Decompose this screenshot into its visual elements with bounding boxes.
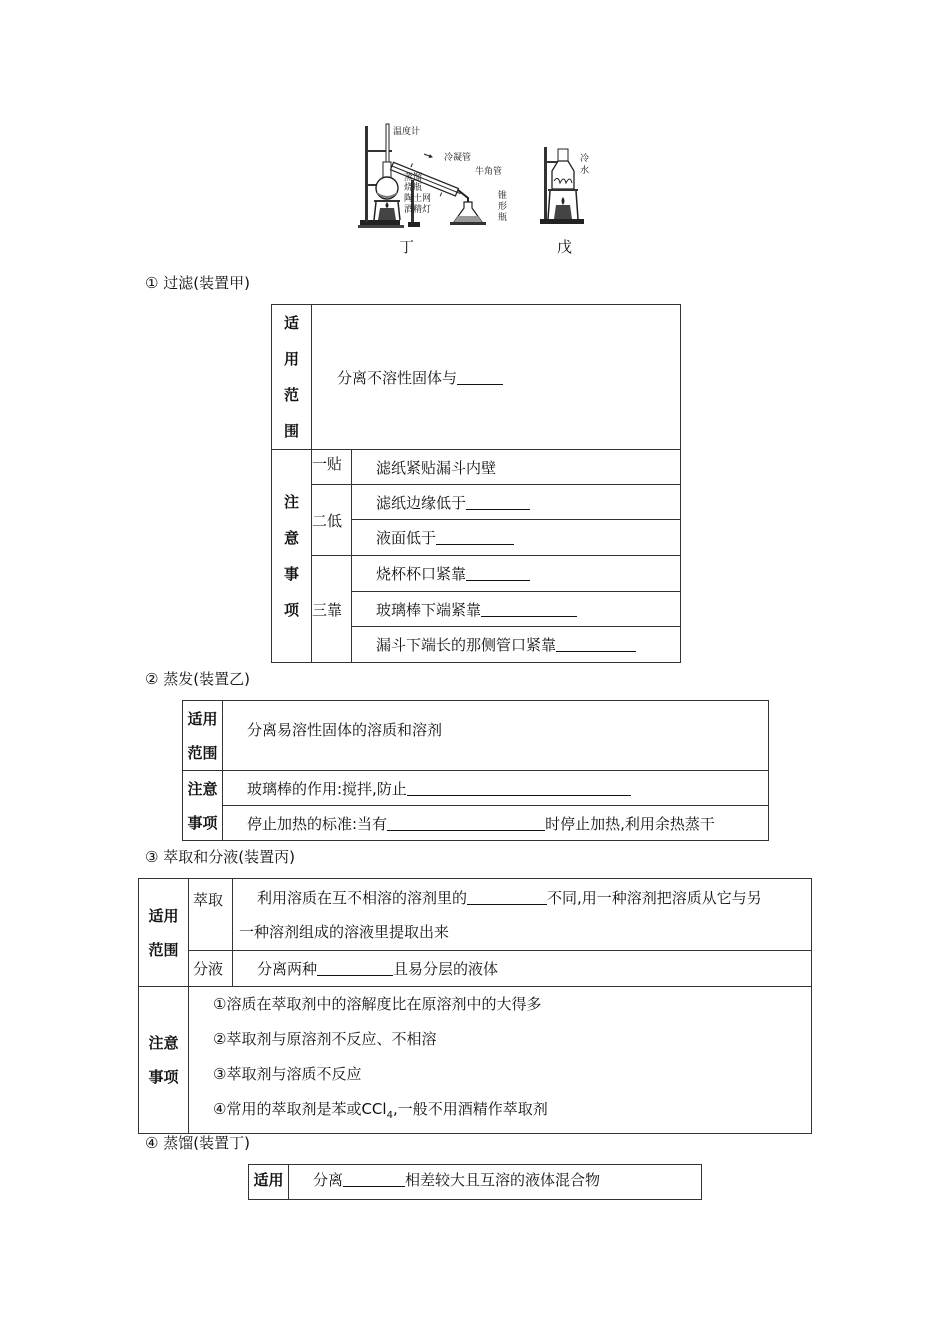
answer-blank[interactable] [481, 601, 577, 617]
answer-blank[interactable] [467, 889, 547, 905]
section-heading-extraction: ③ 萃取和分液(装置丙) [145, 848, 295, 866]
scope-content: 分离 相差较大且互溶的液体混合物 [289, 1165, 702, 1200]
scope-content: 分离不溶性固体与 [312, 305, 681, 450]
note-item: 玻璃棒的作用:搅拌,防止 [223, 771, 769, 806]
separate-label: 分液 [189, 951, 233, 987]
extract-content: 利用溶质在互不相溶的溶剂里的 不同,用一种溶剂把溶质从它与另 一种溶剂组成的溶液里提取出来 [233, 879, 812, 951]
answer-blank[interactable] [387, 815, 545, 831]
section-heading-distillation: ④ 蒸馏(装置丁) [145, 1134, 250, 1152]
evaporation-table [182, 700, 769, 841]
figure-label: 形 [498, 202, 508, 212]
answer-blank[interactable] [556, 636, 636, 652]
figure-label: 锥 [498, 191, 508, 201]
scope-label: 适用 [249, 1165, 289, 1200]
note-item: 滤纸边缘低于 [352, 485, 681, 520]
answer-blank[interactable] [317, 960, 393, 976]
figure-caption-ding: 丁 [399, 238, 415, 256]
group-label-sankao: 三靠 [312, 556, 352, 663]
filtration-table [271, 304, 681, 663]
figure-label: 烧瓶 [404, 183, 423, 193]
distillation-apparatus-figure [358, 122, 518, 230]
figure-label: 陶土网 [404, 194, 432, 204]
note-item: ④常用的萃取剂是苯或CCl$_4$,一般不用酒精作萃取剂 [213, 1100, 548, 1121]
figure-label: 冷 [580, 154, 590, 164]
notes-label: 注 意 事 项 [272, 450, 312, 663]
notes-content [189, 987, 812, 1134]
answer-blank[interactable] [436, 529, 514, 545]
note-item: 液面低于 [352, 520, 681, 556]
figure-label: 牛角管 [475, 167, 503, 177]
note-item: 漏斗下端长的那侧管口紧靠 [352, 627, 681, 663]
sublimation-apparatus-figure [540, 145, 610, 227]
figure-label: 水 [580, 166, 590, 176]
distillation-table [248, 1164, 702, 1200]
note-item: 滤纸紧贴漏斗内壁 [352, 450, 681, 485]
note-item: 烧杯杯口紧靠 [352, 556, 681, 592]
separate-content: 分离两种 且易分层的液体 [233, 951, 812, 987]
answer-blank[interactable] [407, 780, 631, 796]
note-item: 玻璃棒下端紧靠 [352, 592, 681, 627]
notes-label: 注意 事项 [139, 987, 189, 1134]
section-heading-evaporation: ② 蒸发(装置乙) [145, 670, 250, 688]
notes-label: 注意 事项 [183, 771, 223, 841]
extraction-table [138, 878, 812, 1134]
scope-label: 适用 范围 [139, 879, 189, 987]
answer-blank[interactable] [466, 565, 530, 581]
figure-label: 酒精灯 [404, 205, 432, 215]
extract-label: 萃取 [189, 879, 233, 951]
note-item: ③萃取剂与溶质不反应 [213, 1065, 362, 1083]
answer-blank[interactable] [343, 1171, 405, 1187]
answer-blank[interactable] [457, 369, 503, 385]
figure-label: 蒸馏 [404, 173, 423, 183]
note-item: 停止加热的标准:当有 时停止加热,利用余热蒸干 [223, 806, 769, 841]
group-label-erdi: 二低 [312, 485, 352, 556]
note-item: ①溶质在萃取剂中的溶解度比在原溶剂中的大得多 [213, 995, 542, 1013]
section-heading-filtration: ① 过滤(装置甲) [145, 274, 250, 292]
scope-content: 分离易溶性固体的溶质和溶剂 [223, 701, 769, 771]
figure-caption-wu: 戊 [557, 238, 573, 256]
scope-label: 适 用 范 围 [272, 305, 312, 450]
scope-label: 适用 范围 [183, 701, 223, 771]
group-label-yitie: 一贴 [312, 450, 352, 485]
figure-label: 瓶 [498, 213, 508, 223]
answer-blank[interactable] [466, 494, 530, 510]
figure-label: 冷凝管 [444, 153, 472, 163]
note-item: ②萃取剂与原溶剂不反应、不相溶 [213, 1030, 437, 1048]
figure-label: 温度计 [393, 127, 421, 137]
